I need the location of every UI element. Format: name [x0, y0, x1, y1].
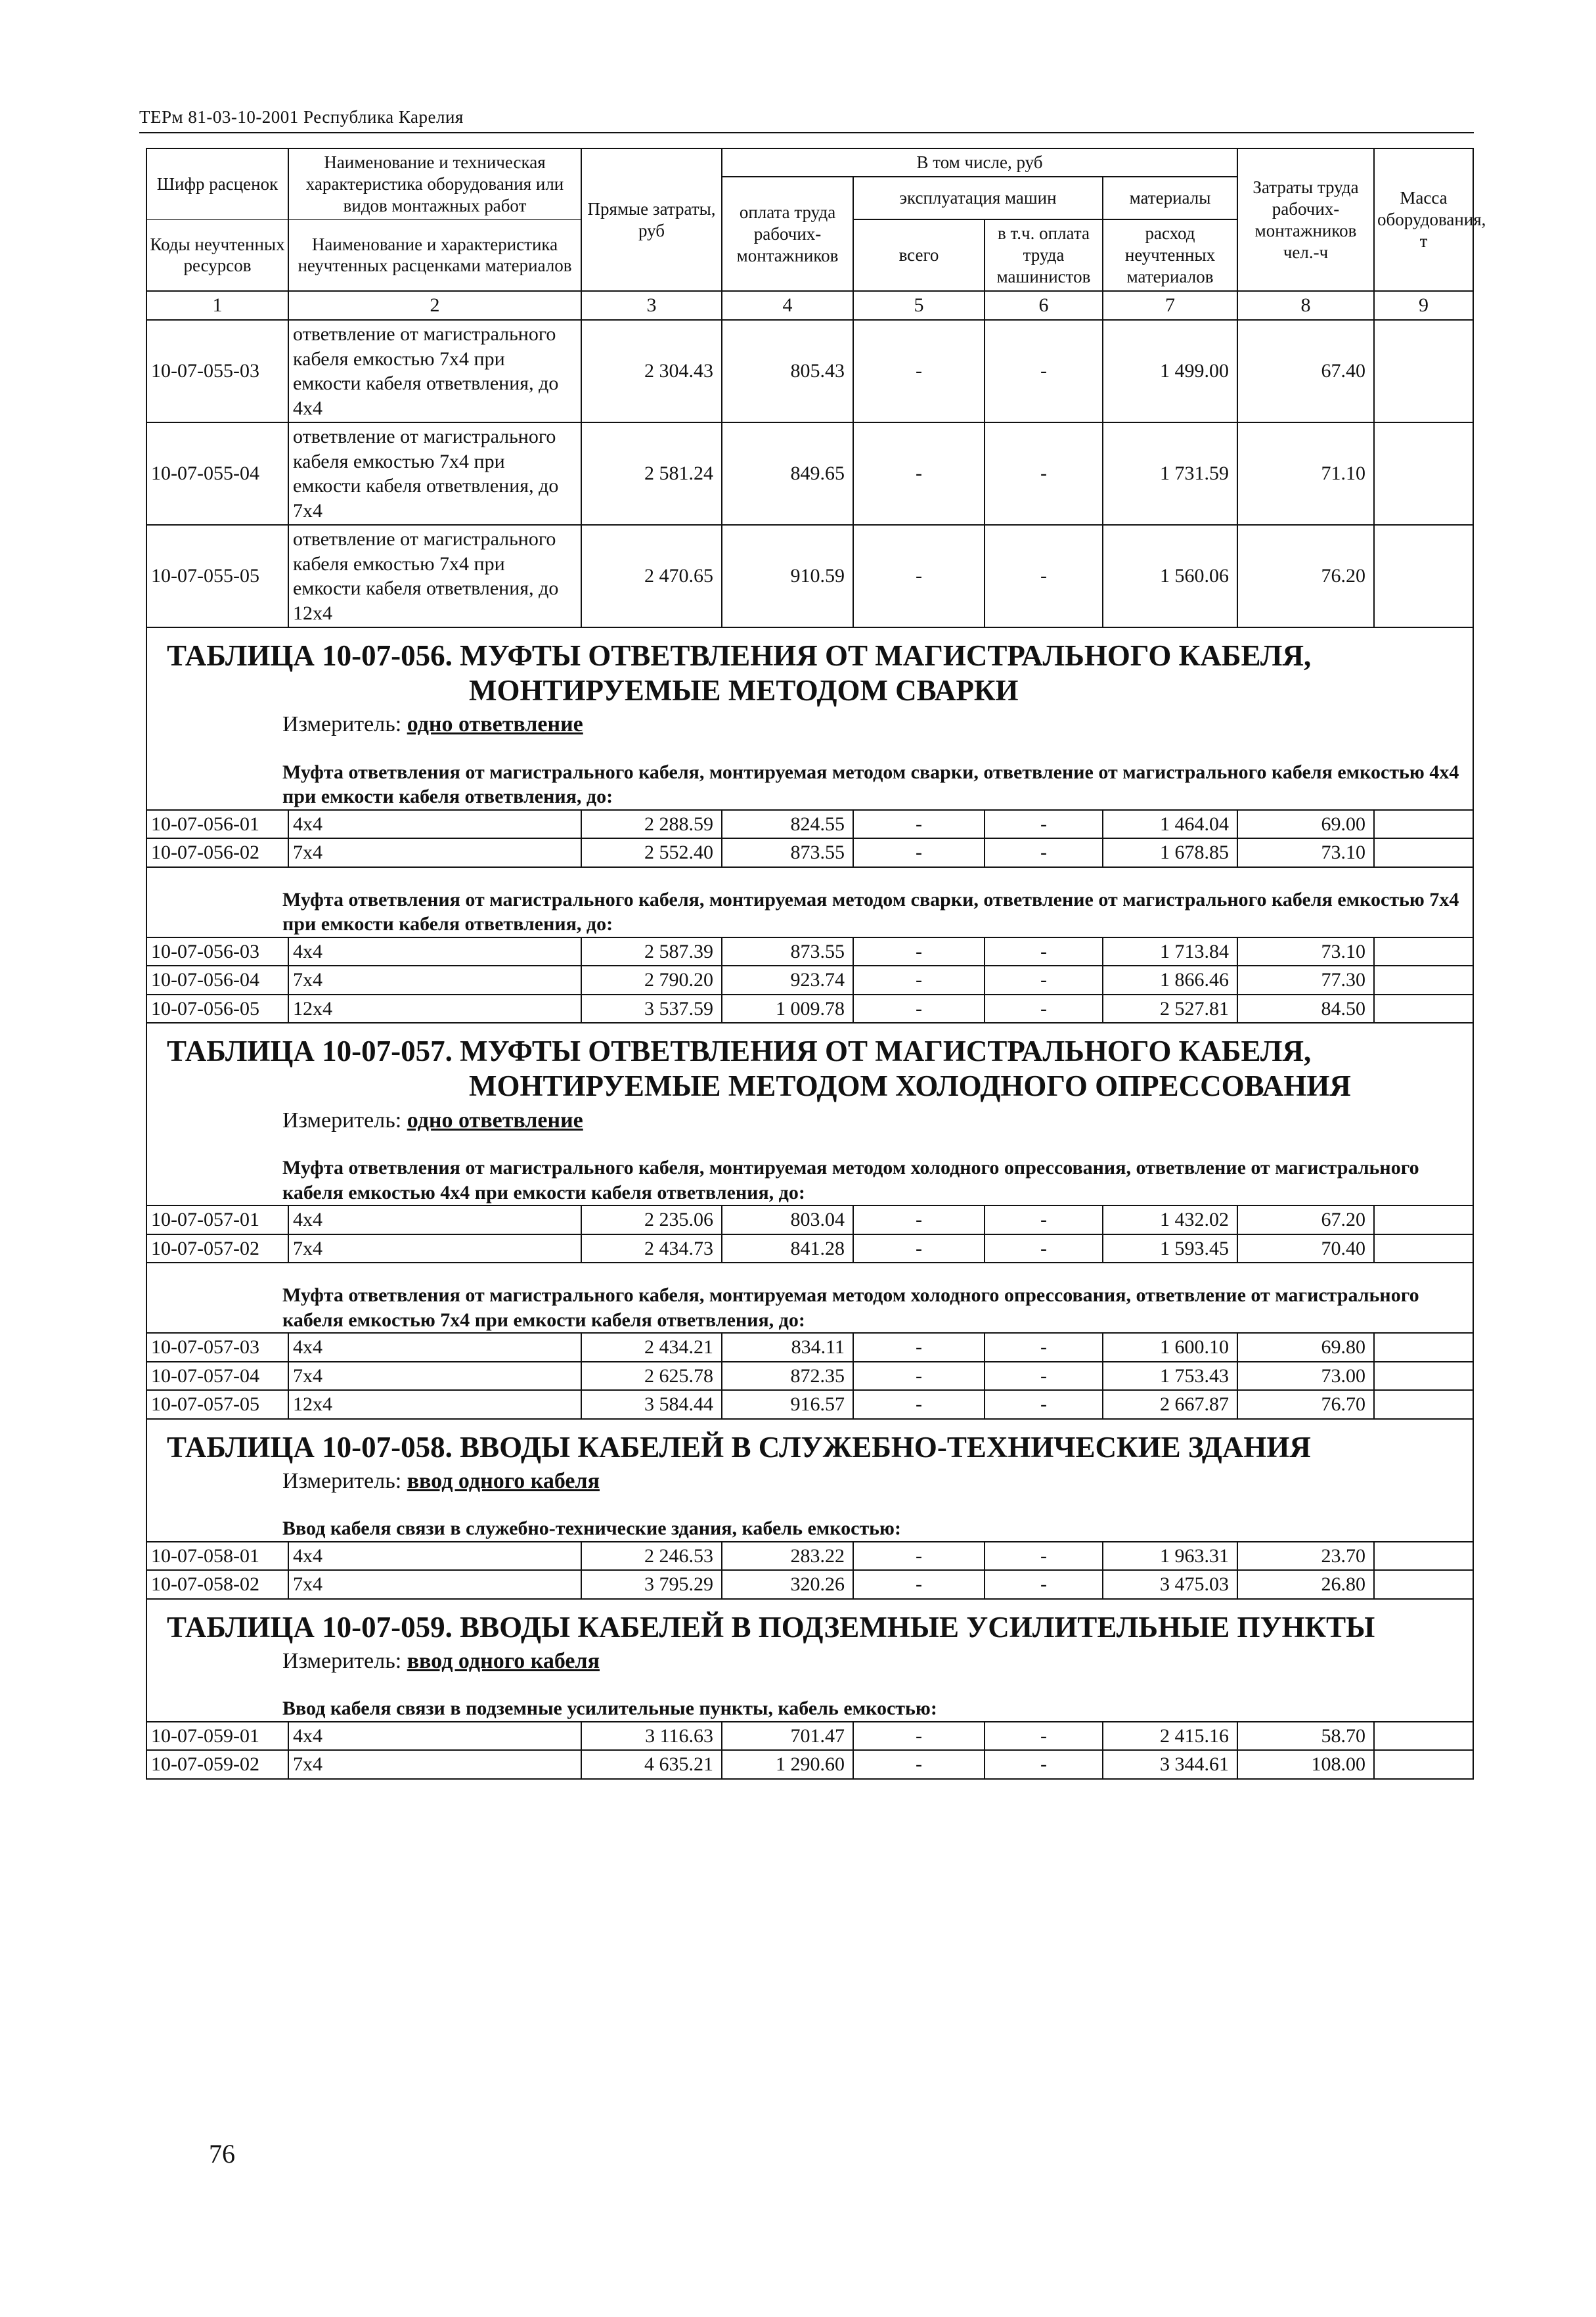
cell-name: 12х4: [288, 1390, 581, 1419]
table-row: [146, 422, 1473, 525]
cell-name: 7х4: [288, 838, 581, 867]
cell-hours: 67.40: [1237, 320, 1374, 422]
cell-mass: [1374, 838, 1473, 867]
cell-hours: 26.80: [1237, 1570, 1374, 1599]
cell-mat: 2 527.81: [1103, 995, 1237, 1024]
cell-name: 7х4: [288, 1362, 581, 1391]
cell-code: 10-07-055-05: [146, 525, 288, 627]
cell-hours: 73.10: [1237, 838, 1374, 867]
group-heading: Муфта ответвления от магистрального кабеля, монтируемая методом сварки, ответвление от магистрального кабеля емкостью 7х4 при емкости кабеля ответвления, до:: [146, 867, 1473, 937]
cell-mass: [1374, 1362, 1473, 1391]
measure-unit: [147, 708, 1473, 739]
cell-name: 12х4: [288, 995, 581, 1024]
cell-mach-op: -: [985, 937, 1103, 966]
cell-mat: 1 600.10: [1103, 1333, 1237, 1362]
cell-direct: 2 790.20: [581, 966, 722, 995]
cell-name: 7х4: [288, 966, 581, 995]
cell-mat: 1 432.02: [1103, 1205, 1237, 1234]
cell-mach: -: [853, 1234, 985, 1263]
cell-mach-op: -: [985, 1722, 1103, 1751]
cell-labor: 1 290.60: [722, 1750, 853, 1779]
cell-name: 4х4: [288, 1205, 581, 1234]
table-title-cell: [146, 1419, 1473, 1497]
measure-label: Измеритель:: [282, 712, 402, 737]
table-row: [146, 1234, 1473, 1263]
table-title-line: ТАБЛИЦА 10-07-056. МУФТЫ ОТВЕТВЛЕНИЯ ОТ МАГИСТРАЛЬНОГО КАБЕЛЯ,: [167, 639, 1312, 673]
measure-unit: [147, 1104, 1473, 1135]
cell-direct: 2 434.73: [581, 1234, 722, 1263]
cell-code: 10-07-057-01: [146, 1205, 288, 1234]
cell-mach-op: -: [985, 320, 1103, 422]
measure-value: ввод одного кабеля: [407, 1468, 600, 1493]
cell-mach-op: -: [985, 1750, 1103, 1779]
table-row: [146, 320, 1473, 422]
col-header-mass: Масса оборудования, т: [1374, 148, 1473, 291]
col-number: 3: [581, 291, 722, 320]
rates-table: [146, 148, 1486, 1780]
table-title-line: ТАБЛИЦА 10-07-057. МУФТЫ ОТВЕТВЛЕНИЯ ОТ МАГИСТРАЛЬНОГО КАБЕЛЯ,: [167, 1035, 1312, 1068]
table-row: [146, 1750, 1473, 1779]
cell-hours: 58.70: [1237, 1722, 1374, 1751]
cell-name: 4х4: [288, 1722, 581, 1751]
cell-code: 10-07-059-01: [146, 1722, 288, 1751]
cell-code: 10-07-057-05: [146, 1390, 288, 1419]
header-rule: [139, 132, 1474, 133]
cell-mach-op: -: [985, 525, 1103, 627]
col-number: 7: [1103, 291, 1237, 320]
measure-label: Измеритель:: [282, 1108, 402, 1133]
table-title-cell: [146, 627, 1473, 740]
table-row: [146, 1390, 1473, 1419]
measure-label: Измеритель:: [282, 1648, 402, 1673]
col-header-in-that-number: В том числе, руб: [722, 148, 1237, 177]
measure-unit: [147, 1645, 1473, 1676]
cell-labor: 701.47: [722, 1722, 853, 1751]
cell-mach-op: -: [985, 1333, 1103, 1362]
cell-code: 10-07-057-02: [146, 1234, 288, 1263]
cell-mach: -: [853, 966, 985, 995]
cell-mach-op: -: [985, 966, 1103, 995]
cell-direct: 2 581.24: [581, 422, 722, 525]
cell-code: 10-07-055-04: [146, 422, 288, 525]
cell-hours: 73.10: [1237, 937, 1374, 966]
cell-mach: -: [853, 1362, 985, 1391]
cell-labor: 834.11: [722, 1333, 853, 1362]
col-header-unaccounted-materials: расход неучтенных материалов: [1103, 219, 1237, 291]
cell-mat: 3 344.61: [1103, 1750, 1237, 1779]
cell-name: ответвление от магистрального кабеля емкостью 7х4 при емкости кабеля ответвления, до 4х4: [288, 320, 581, 422]
cell-direct: 2 625.78: [581, 1362, 722, 1391]
cell-labor: 320.26: [722, 1570, 853, 1599]
table-row: [146, 937, 1473, 966]
cell-mach: -: [853, 1570, 985, 1599]
col-header-materials: материалы: [1103, 177, 1237, 219]
cell-direct: 3 537.59: [581, 995, 722, 1024]
cell-mach: -: [853, 422, 985, 525]
cell-mach: -: [853, 1722, 985, 1751]
cell-mach: -: [853, 525, 985, 627]
cell-code: 10-07-059-02: [146, 1750, 288, 1779]
cell-mat: 1 593.45: [1103, 1234, 1237, 1263]
table-row: [146, 1570, 1473, 1599]
col-header-name: Наименование и техническая характеристика оборудования или видов монтажных работ: [288, 148, 581, 219]
cell-mach-op: -: [985, 1234, 1103, 1263]
cell-hours: 67.20: [1237, 1205, 1374, 1234]
cell-labor: 872.35: [722, 1362, 853, 1391]
cell-mass: [1374, 966, 1473, 995]
measure-unit: [147, 1465, 1473, 1496]
table-title-line: ТАБЛИЦА 10-07-058. ВВОДЫ КАБЕЛЕЙ В СЛУЖЕБНО-ТЕХНИЧЕСКИЕ ЗДАНИЯ: [167, 1430, 1311, 1464]
group-heading: Ввод кабеля связи в подземные усилительные пункты, кабель емкостью:: [146, 1676, 1473, 1722]
col-number: 2: [288, 291, 581, 320]
cell-direct: 2 552.40: [581, 838, 722, 867]
col-number: 6: [985, 291, 1103, 320]
cell-mat: 1 499.00: [1103, 320, 1237, 422]
page-number: 76: [209, 2139, 235, 2169]
cell-hours: 84.50: [1237, 995, 1374, 1024]
cell-mass: [1374, 320, 1473, 422]
cell-labor: 910.59: [722, 525, 853, 627]
cell-mach: -: [853, 995, 985, 1024]
cell-code: 10-07-055-03: [146, 320, 288, 422]
table-row: [146, 1722, 1473, 1751]
cell-code: 10-07-056-01: [146, 810, 288, 839]
cell-direct: 2 434.21: [581, 1333, 722, 1362]
col-header-operators-pay: в т.ч. оплата труда машинистов: [985, 219, 1103, 291]
cell-mass: [1374, 422, 1473, 525]
cell-direct: 4 635.21: [581, 1750, 722, 1779]
cell-mach-op: -: [985, 838, 1103, 867]
cell-code: 10-07-056-05: [146, 995, 288, 1024]
cell-mach: -: [853, 1333, 985, 1362]
cell-hours: 71.10: [1237, 422, 1374, 525]
cell-name: 4х4: [288, 937, 581, 966]
cell-mach: -: [853, 810, 985, 839]
col-number: 9: [1374, 291, 1473, 320]
table-title: [147, 1034, 1473, 1104]
cell-hours: 76.20: [1237, 525, 1374, 627]
cell-mat: 2 667.87: [1103, 1390, 1237, 1419]
measure-value: одно ответвление: [407, 712, 583, 737]
group-heading: Муфта ответвления от магистрального кабеля, монтируемая методом холодного опрессования, ответвление от магистрального кабеля емкостью 4х4 при емкости кабеля ответвления, до:: [146, 1136, 1473, 1205]
cell-mat: 1 866.46: [1103, 966, 1237, 995]
cell-labor: 923.74: [722, 966, 853, 995]
col-number: 5: [853, 291, 985, 320]
cell-code: 10-07-056-03: [146, 937, 288, 966]
table-row: [146, 810, 1473, 839]
col-header-machines: эксплуатация машин: [853, 177, 1103, 219]
cell-labor: 873.55: [722, 838, 853, 867]
measure-label: Измеритель:: [282, 1468, 402, 1493]
table-row: [146, 1362, 1473, 1391]
measure-value: ввод одного кабеля: [407, 1648, 600, 1673]
cell-labor: 873.55: [722, 937, 853, 966]
cell-direct: 2 246.53: [581, 1542, 722, 1571]
table-title: [147, 1430, 1473, 1465]
cell-name: 7х4: [288, 1234, 581, 1263]
cell-mass: [1374, 1205, 1473, 1234]
col-number: 8: [1237, 291, 1374, 320]
table-row: [146, 838, 1473, 867]
cell-mass: [1374, 810, 1473, 839]
cell-mat: 1 753.43: [1103, 1362, 1237, 1391]
cell-mach: -: [853, 1205, 985, 1234]
cell-mat: 1 963.31: [1103, 1542, 1237, 1571]
cell-mat: 1 713.84: [1103, 937, 1237, 966]
cell-mass: [1374, 1390, 1473, 1419]
cell-mach: -: [853, 320, 985, 422]
cell-mach: -: [853, 1542, 985, 1571]
table-title-cell: [146, 1599, 1473, 1677]
cell-name: ответвление от магистрального кабеля емкостью 7х4 при емкости кабеля ответвления, до 7х4: [288, 422, 581, 525]
group-heading: Муфта ответвления от магистрального кабеля, монтируемая методом холодного опрессования, ответвление от магистрального кабеля емкостью 7х4 при емкости кабеля ответвления, до:: [146, 1263, 1473, 1333]
cell-mat: 3 475.03: [1103, 1570, 1237, 1599]
cell-mach-op: -: [985, 422, 1103, 525]
cell-mat: 1 560.06: [1103, 525, 1237, 627]
table-title-line: МОНТИРУЕМЫЕ МЕТОДОМ ХОЛОДНОГО ОПРЕССОВАНИЯ: [469, 1069, 1351, 1103]
running-header: ТЕРм 81-03-10-2001 Республика Карелия: [139, 107, 464, 127]
cell-mass: [1374, 1570, 1473, 1599]
cell-name: 4х4: [288, 1542, 581, 1571]
cell-direct: 3 116.63: [581, 1722, 722, 1751]
cell-mach-op: -: [985, 1362, 1103, 1391]
table-row: [146, 525, 1473, 627]
cell-hours: 76.70: [1237, 1390, 1374, 1419]
cell-mach-op: -: [985, 1390, 1103, 1419]
cell-mass: [1374, 995, 1473, 1024]
cell-hours: 108.00: [1237, 1750, 1374, 1779]
cell-direct: 2 587.39: [581, 937, 722, 966]
cell-code: 10-07-058-02: [146, 1570, 288, 1599]
cell-mat: 1 464.04: [1103, 810, 1237, 839]
cell-labor: 1 009.78: [722, 995, 853, 1024]
cell-name: 4х4: [288, 810, 581, 839]
table-title-cell: [146, 1023, 1473, 1136]
col-header-machines-total: всего: [853, 219, 985, 291]
table-row: [146, 1333, 1473, 1362]
cell-mass: [1374, 525, 1473, 627]
table-row: [146, 995, 1473, 1024]
col-number: 1: [146, 291, 288, 320]
cell-mach-op: -: [985, 810, 1103, 839]
table-title: [147, 639, 1473, 708]
cell-mat: 1 678.85: [1103, 838, 1237, 867]
cell-direct: 2 288.59: [581, 810, 722, 839]
cell-mass: [1374, 1333, 1473, 1362]
cell-mach-op: -: [985, 1542, 1103, 1571]
cell-mach: -: [853, 1390, 985, 1419]
cell-labor: 849.65: [722, 422, 853, 525]
table-row: [146, 1205, 1473, 1234]
cell-mass: [1374, 1722, 1473, 1751]
col-header-resource-codes: Коды неучтенных ресурсов: [146, 219, 288, 291]
cell-direct: 2 235.06: [581, 1205, 722, 1234]
cell-hours: 73.00: [1237, 1362, 1374, 1391]
cell-code: 10-07-057-04: [146, 1362, 288, 1391]
cell-direct: 3 795.29: [581, 1570, 722, 1599]
cell-code: 10-07-058-01: [146, 1542, 288, 1571]
table-title: [147, 1610, 1473, 1645]
cell-hours: 23.70: [1237, 1542, 1374, 1571]
col-number: 4: [722, 291, 853, 320]
cell-labor: 283.22: [722, 1542, 853, 1571]
cell-name: 7х4: [288, 1570, 581, 1599]
cell-hours: 77.30: [1237, 966, 1374, 995]
col-header-labor-hours: Затраты труда рабочих-монтажников чел.-ч: [1237, 148, 1374, 291]
col-header-materials-name: Наименование и характеристика неучтенных расценками материалов: [288, 219, 581, 291]
col-header-direct: Прямые затраты, руб: [581, 148, 722, 291]
cell-labor: 841.28: [722, 1234, 853, 1263]
cell-mach-op: -: [985, 1205, 1103, 1234]
cell-code: 10-07-057-03: [146, 1333, 288, 1362]
cell-mach: -: [853, 838, 985, 867]
cell-code: 10-07-056-04: [146, 966, 288, 995]
table-title-line: ТАБЛИЦА 10-07-059. ВВОДЫ КАБЕЛЕЙ В ПОДЗЕМНЫЕ УСИЛИТЕЛЬНЫЕ ПУНКТЫ: [167, 1610, 1375, 1644]
cell-labor: 803.04: [722, 1205, 853, 1234]
cell-mass: [1374, 937, 1473, 966]
cell-labor: 805.43: [722, 320, 853, 422]
group-heading: Муфта ответвления от магистрального кабеля, монтируемая методом сварки, ответвление от магистрального кабеля емкостью 4х4 при емкости кабеля ответвления, до:: [146, 740, 1473, 810]
cell-hours: 69.00: [1237, 810, 1374, 839]
cell-mat: 2 415.16: [1103, 1722, 1237, 1751]
group-heading: Ввод кабеля связи в служебно-технические здания, кабель емкостью:: [146, 1496, 1473, 1542]
measure-value: одно ответвление: [407, 1108, 583, 1133]
cell-mass: [1374, 1234, 1473, 1263]
cell-mass: [1374, 1542, 1473, 1571]
cell-mach: -: [853, 937, 985, 966]
cell-mach-op: -: [985, 995, 1103, 1024]
col-header-labor-pay: оплата труда рабочих-монтажников: [722, 177, 853, 291]
cell-direct: 3 584.44: [581, 1390, 722, 1419]
cell-hours: 69.80: [1237, 1333, 1374, 1362]
cell-direct: 2 470.65: [581, 525, 722, 627]
cell-name: ответвление от магистрального кабеля емкостью 7х4 при емкости кабеля ответвления, до 12х4: [288, 525, 581, 627]
cell-labor: 916.57: [722, 1390, 853, 1419]
cell-mach-op: -: [985, 1570, 1103, 1599]
cell-name: 7х4: [288, 1750, 581, 1779]
cell-mach: -: [853, 1750, 985, 1779]
cell-mass: [1374, 1750, 1473, 1779]
cell-code: 10-07-056-02: [146, 838, 288, 867]
cell-name: 4х4: [288, 1333, 581, 1362]
table-title-line: МОНТИРУЕМЫЕ МЕТОДОМ СВАРКИ: [469, 674, 1019, 708]
cell-mat: 1 731.59: [1103, 422, 1237, 525]
cell-labor: 824.55: [722, 810, 853, 839]
col-header-code: Шифр расценок: [146, 148, 288, 219]
table-row: [146, 966, 1473, 995]
table-row: [146, 1542, 1473, 1571]
cell-hours: 70.40: [1237, 1234, 1374, 1263]
cell-direct: 2 304.43: [581, 320, 722, 422]
